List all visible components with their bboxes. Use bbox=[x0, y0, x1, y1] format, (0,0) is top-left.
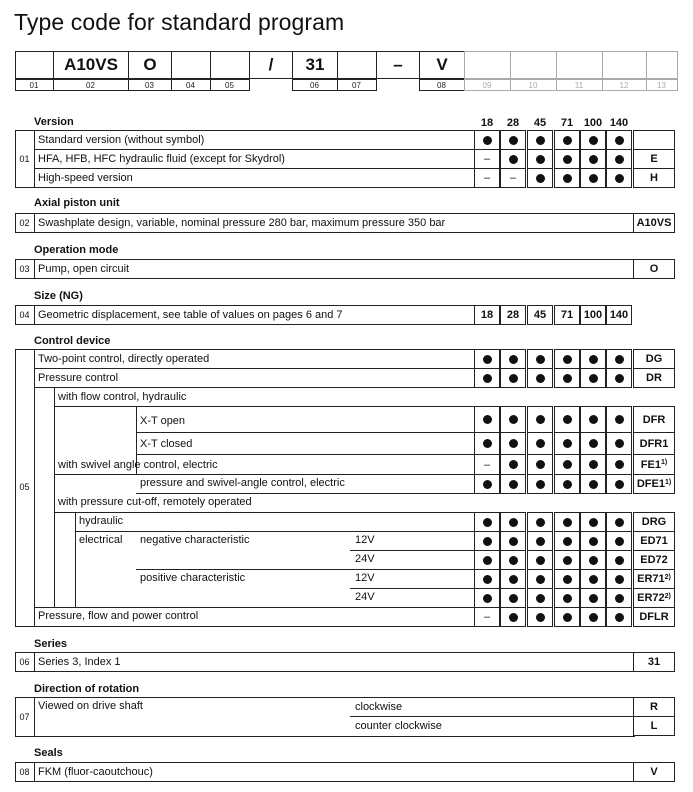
version-cell bbox=[474, 168, 500, 188]
available-dot bbox=[536, 355, 545, 364]
available-dot bbox=[509, 355, 518, 364]
control-cell bbox=[527, 550, 553, 570]
size-header-140: 140 bbox=[609, 117, 629, 129]
version-code-3: H bbox=[633, 168, 675, 188]
control-cell bbox=[554, 588, 580, 608]
available-dot bbox=[509, 460, 518, 469]
version-cell bbox=[527, 168, 553, 188]
version-code-2: E bbox=[633, 149, 675, 169]
control-cell bbox=[580, 349, 606, 369]
available-dot bbox=[536, 480, 545, 489]
available-dot bbox=[483, 415, 492, 424]
control-cell bbox=[606, 454, 632, 475]
available-dot bbox=[563, 537, 572, 546]
available-dot bbox=[536, 594, 545, 603]
available-dot bbox=[483, 355, 492, 364]
available-dot bbox=[509, 556, 518, 565]
control-positive-label: positive characteristic bbox=[140, 572, 246, 584]
version-cell bbox=[580, 149, 606, 169]
seals-label: FKM (fluor-caoutchouc) bbox=[38, 766, 153, 778]
section-rotation-title: Direction of rotation bbox=[34, 683, 140, 695]
control-cell bbox=[474, 569, 500, 589]
section-control-title: Control device bbox=[34, 335, 111, 347]
control-cell bbox=[500, 406, 526, 433]
section-operation-title: Operation mode bbox=[34, 244, 119, 256]
code-box-13 bbox=[556, 51, 603, 79]
size-value-28: 28 bbox=[500, 305, 526, 325]
control-cell bbox=[474, 432, 500, 455]
control-negative-label: negative characteristic bbox=[140, 534, 250, 546]
available-dot bbox=[589, 155, 598, 164]
code-dfr: DFR bbox=[633, 406, 675, 433]
control-cell bbox=[474, 550, 500, 570]
available-dot bbox=[536, 575, 545, 584]
control-cell bbox=[606, 474, 632, 494]
code-position-number: 13 bbox=[657, 80, 666, 90]
control-pos-24v: 24V bbox=[355, 591, 375, 603]
available-dot bbox=[563, 594, 572, 603]
control-cell bbox=[580, 512, 606, 532]
control-cell bbox=[500, 550, 526, 570]
code-31: 31 bbox=[633, 652, 675, 672]
footnote-mark: 2) bbox=[664, 592, 671, 600]
control-pfp-label: Pressure, flow and power control bbox=[38, 610, 199, 622]
control-cell bbox=[527, 406, 553, 433]
section-axial-title: Axial piston unit bbox=[34, 197, 120, 209]
available-dot bbox=[509, 155, 518, 164]
available-dot bbox=[509, 415, 518, 424]
version-cell bbox=[606, 149, 632, 169]
code-position-number: 02 bbox=[86, 80, 95, 90]
available-dot bbox=[589, 136, 598, 145]
page-title: Type code for standard program bbox=[14, 9, 345, 35]
code-a10vs: A10VS bbox=[633, 213, 675, 233]
code-l: L bbox=[633, 716, 675, 736]
section-seals-title: Seals bbox=[34, 747, 63, 759]
available-dot bbox=[536, 374, 545, 383]
section-size-number: 04 bbox=[19, 309, 30, 320]
control-cell bbox=[527, 512, 553, 532]
control-cell bbox=[500, 531, 526, 551]
available-dot bbox=[589, 374, 598, 383]
available-dot bbox=[536, 537, 545, 546]
control-neg-12v: 12V bbox=[355, 534, 375, 546]
code-ed71: ED71 bbox=[633, 531, 675, 551]
control-cell bbox=[500, 512, 526, 532]
size-value-45: 45 bbox=[527, 305, 553, 325]
code-box-10: V bbox=[419, 51, 465, 79]
series-label: Series 3, Index 1 bbox=[38, 656, 121, 668]
control-cell bbox=[554, 474, 580, 494]
available-dot bbox=[536, 439, 545, 448]
control-press-swivel-label: pressure and swivel-angle control, electric bbox=[140, 477, 345, 489]
control-hydraulic-label: hydraulic bbox=[79, 515, 124, 527]
available-dot bbox=[483, 439, 492, 448]
control-cell bbox=[580, 474, 606, 494]
available-dot bbox=[615, 537, 624, 546]
control-cell bbox=[527, 349, 553, 369]
available-dot bbox=[615, 415, 624, 424]
code-er72: ER72 $^{2)}$ bbox=[633, 588, 675, 608]
not-available-dash: – bbox=[509, 172, 517, 184]
not-available-dash: – bbox=[483, 153, 491, 165]
section-rotation-number: 07 bbox=[19, 711, 30, 722]
code-position-number: 04 bbox=[186, 80, 195, 90]
control-cell bbox=[580, 569, 606, 589]
section-operation-number: 03 bbox=[19, 263, 30, 274]
code-position-number: 01 bbox=[29, 80, 39, 90]
version-highspeed-label: High-speed version bbox=[38, 172, 133, 184]
available-dot bbox=[589, 594, 598, 603]
available-dot bbox=[589, 439, 598, 448]
control-cell bbox=[527, 607, 553, 627]
control-cell bbox=[606, 349, 632, 369]
code-fe1: FE1 $^{1)}$ bbox=[633, 454, 675, 475]
available-dot bbox=[536, 556, 545, 565]
control-cell bbox=[606, 569, 632, 589]
available-dot bbox=[509, 480, 518, 489]
available-dot bbox=[589, 518, 598, 527]
control-cell bbox=[500, 454, 526, 475]
footnote-mark: 1) bbox=[664, 478, 672, 486]
control-cell bbox=[554, 432, 580, 455]
code-er71: ER71 $^{2)}$ bbox=[633, 569, 675, 589]
version-cell bbox=[554, 130, 580, 150]
code-drg: DRG bbox=[633, 512, 675, 532]
available-dot bbox=[509, 374, 518, 383]
available-dot bbox=[589, 174, 598, 183]
footnote-mark: 2) bbox=[664, 573, 671, 581]
available-dot bbox=[536, 460, 545, 469]
control-cell bbox=[474, 368, 500, 388]
control-cell bbox=[474, 349, 500, 369]
control-cell bbox=[554, 512, 580, 532]
available-dot bbox=[483, 537, 492, 546]
control-xt-open-label: X-T open bbox=[140, 415, 186, 427]
size-header-28: 28 bbox=[506, 117, 520, 129]
version-cell bbox=[580, 130, 606, 150]
control-swivel-label: with swivel angle control, electric bbox=[58, 459, 218, 471]
available-dot bbox=[589, 460, 598, 469]
version-cell bbox=[554, 168, 580, 188]
available-dot bbox=[563, 613, 572, 622]
available-dot bbox=[615, 174, 624, 183]
available-dot bbox=[536, 415, 545, 424]
code-box-7: 31 bbox=[292, 51, 338, 79]
control-cell bbox=[554, 368, 580, 388]
section-series-title: Series bbox=[34, 638, 68, 650]
available-dot bbox=[589, 480, 598, 489]
available-dot bbox=[615, 374, 624, 383]
available-dot bbox=[536, 613, 545, 622]
control-cell bbox=[554, 550, 580, 570]
control-two-point-label: Two-point control, directly operated bbox=[38, 353, 210, 365]
control-cell bbox=[580, 550, 606, 570]
available-dot bbox=[483, 556, 492, 565]
code-dg: DG bbox=[633, 349, 675, 369]
available-dot bbox=[536, 155, 545, 164]
control-cell bbox=[527, 368, 553, 388]
available-dot bbox=[536, 136, 545, 145]
rotation-cw-label: clockwise bbox=[355, 701, 403, 713]
control-cell bbox=[580, 531, 606, 551]
axial-label: Swashplate design, variable, nominal pressure 280 bar, maximum pressure 350 bar bbox=[38, 217, 446, 229]
code-v: V bbox=[633, 762, 675, 782]
code-r: R bbox=[633, 697, 675, 717]
available-dot bbox=[615, 556, 624, 565]
version-cell bbox=[606, 130, 632, 150]
available-dot bbox=[483, 575, 492, 584]
version-cell bbox=[474, 149, 500, 169]
control-cutoff-label: with pressure cut-off, remotely operated bbox=[58, 496, 252, 508]
section-axial-number: 02 bbox=[19, 217, 30, 228]
code-position-number: 08 bbox=[437, 80, 446, 90]
available-dot bbox=[563, 174, 572, 183]
control-cell bbox=[500, 569, 526, 589]
control-cell bbox=[606, 531, 632, 551]
available-dot bbox=[589, 575, 598, 584]
available-dot bbox=[563, 518, 572, 527]
section-version-number: 01 bbox=[19, 154, 30, 164]
control-cell bbox=[500, 432, 526, 455]
available-dot bbox=[536, 174, 545, 183]
available-dot bbox=[509, 518, 518, 527]
version-cell bbox=[527, 130, 553, 150]
control-cell bbox=[474, 607, 500, 627]
code-o: O bbox=[633, 259, 675, 279]
control-cell bbox=[606, 550, 632, 570]
available-dot bbox=[483, 136, 492, 145]
version-hf-label: HFA, HFB, HFC hydraulic fluid (except for Skydrol) bbox=[38, 153, 285, 165]
control-cell bbox=[606, 406, 632, 433]
control-cell bbox=[474, 588, 500, 608]
operation-label: Pump, open circuit bbox=[38, 263, 130, 275]
control-cell bbox=[554, 406, 580, 433]
control-cell bbox=[474, 512, 500, 532]
available-dot bbox=[509, 575, 518, 584]
control-cell bbox=[580, 588, 606, 608]
size-header-71: 71 bbox=[560, 117, 574, 129]
control-cell bbox=[580, 454, 606, 475]
available-dot bbox=[563, 480, 572, 489]
version-cell bbox=[500, 168, 526, 188]
available-dot bbox=[563, 155, 572, 164]
version-code-1 bbox=[633, 130, 675, 150]
section-control-number: 05 bbox=[19, 482, 30, 492]
not-available-dash: – bbox=[483, 172, 491, 184]
available-dot bbox=[563, 355, 572, 364]
code-position-number: 03 bbox=[145, 80, 154, 90]
available-dot bbox=[563, 136, 572, 145]
control-cell bbox=[606, 588, 632, 608]
available-dot bbox=[563, 439, 572, 448]
available-dot bbox=[483, 374, 492, 383]
control-cell bbox=[606, 368, 632, 388]
control-pos-12v: 12V bbox=[355, 572, 375, 584]
control-cell bbox=[554, 454, 580, 475]
version-standard-label: Standard version (without symbol) bbox=[38, 134, 205, 146]
code-position-number: 10 bbox=[528, 80, 538, 90]
code-box-14 bbox=[602, 51, 647, 79]
section-size-title: Size (NG) bbox=[34, 290, 83, 302]
control-cell bbox=[580, 368, 606, 388]
not-available-dash: – bbox=[483, 611, 491, 623]
version-cell bbox=[474, 130, 500, 150]
size-header-45: 45 bbox=[533, 117, 547, 129]
available-dot bbox=[615, 155, 624, 164]
available-dot bbox=[563, 460, 572, 469]
code-position-number: 07 bbox=[352, 80, 361, 90]
version-cell bbox=[527, 149, 553, 169]
available-dot bbox=[615, 480, 624, 489]
code-ed72: ED72 bbox=[633, 550, 675, 570]
code-position-number: 09 bbox=[482, 80, 492, 90]
control-cell bbox=[554, 531, 580, 551]
available-dot bbox=[536, 518, 545, 527]
section-seals-number: 08 bbox=[19, 766, 30, 777]
size-value-71: 71 bbox=[554, 305, 580, 325]
control-cell bbox=[580, 432, 606, 455]
control-flow-hydraulic-label: with flow control, hydraulic bbox=[58, 391, 187, 403]
code-box-12 bbox=[510, 51, 557, 79]
available-dot bbox=[483, 594, 492, 603]
available-dot bbox=[589, 556, 598, 565]
available-dot bbox=[509, 439, 518, 448]
available-dot bbox=[615, 613, 624, 622]
available-dot bbox=[483, 480, 492, 489]
control-cell bbox=[554, 349, 580, 369]
control-cell bbox=[606, 432, 632, 455]
version-cell bbox=[606, 168, 632, 188]
available-dot bbox=[615, 460, 624, 469]
control-electrical-label: electrical bbox=[79, 534, 123, 546]
code-dflr: DFLR bbox=[633, 607, 675, 627]
section-series-number: 06 bbox=[19, 656, 30, 667]
code-position-number: 11 bbox=[574, 80, 584, 90]
code-box-4 bbox=[171, 51, 211, 79]
size-header-18: 18 bbox=[480, 117, 494, 129]
available-dot bbox=[589, 537, 598, 546]
code-position-number: 12 bbox=[619, 80, 629, 90]
available-dot bbox=[563, 415, 572, 424]
size-header-100: 100 bbox=[583, 117, 603, 129]
control-cell bbox=[554, 569, 580, 589]
available-dot bbox=[509, 537, 518, 546]
available-dot bbox=[615, 136, 624, 145]
available-dot bbox=[563, 575, 572, 584]
control-cell bbox=[500, 368, 526, 388]
control-cell bbox=[500, 349, 526, 369]
code-box-1 bbox=[15, 51, 54, 79]
available-dot bbox=[509, 613, 518, 622]
code-position-number: 05 bbox=[225, 80, 234, 90]
control-cell bbox=[527, 474, 553, 494]
available-dot bbox=[589, 415, 598, 424]
control-cell bbox=[580, 607, 606, 627]
available-dot bbox=[615, 355, 624, 364]
control-cell bbox=[474, 454, 500, 475]
footnote-mark: 1) bbox=[660, 459, 668, 466]
control-cell bbox=[474, 474, 500, 494]
code-box-11 bbox=[464, 51, 511, 79]
code-box-5 bbox=[210, 51, 250, 79]
available-dot bbox=[615, 594, 624, 603]
code-dfr1: DFR1 bbox=[633, 432, 675, 455]
control-cell bbox=[527, 569, 553, 589]
code-box-2: A10VS bbox=[53, 51, 129, 79]
version-cell bbox=[500, 130, 526, 150]
size-value-100: 100 bbox=[580, 305, 606, 325]
code-dr: DR bbox=[633, 368, 675, 388]
section-version-title: Version bbox=[34, 116, 74, 128]
size-value-18: 18 bbox=[474, 305, 500, 325]
available-dot bbox=[615, 439, 624, 448]
available-dot bbox=[483, 518, 492, 527]
code-position-number: 06 bbox=[310, 80, 319, 90]
control-cell bbox=[500, 588, 526, 608]
available-dot bbox=[615, 518, 624, 527]
code-box-6: / bbox=[249, 51, 293, 79]
available-dot bbox=[589, 355, 598, 364]
code-box-9: – bbox=[376, 51, 420, 79]
version-cell bbox=[554, 149, 580, 169]
code-box-3: O bbox=[128, 51, 172, 79]
control-cell bbox=[474, 531, 500, 551]
rotation-label: Viewed on drive shaft bbox=[38, 700, 143, 712]
control-cell bbox=[527, 454, 553, 475]
not-available-dash: – bbox=[483, 458, 491, 471]
available-dot bbox=[509, 594, 518, 603]
control-cell bbox=[474, 406, 500, 433]
control-cell bbox=[500, 474, 526, 494]
control-neg-24v: 24V bbox=[355, 553, 375, 565]
control-cell bbox=[554, 607, 580, 627]
version-cell bbox=[500, 149, 526, 169]
control-cell bbox=[527, 531, 553, 551]
available-dot bbox=[563, 556, 572, 565]
available-dot bbox=[563, 374, 572, 383]
control-cell bbox=[606, 607, 632, 627]
version-cell bbox=[580, 168, 606, 188]
control-xt-closed-label: X-T closed bbox=[140, 438, 193, 450]
code-box-8 bbox=[337, 51, 377, 79]
code-dfe1: DFE1 $^{1)}$ bbox=[633, 474, 675, 494]
available-dot bbox=[589, 613, 598, 622]
control-cell bbox=[527, 432, 553, 455]
control-cell bbox=[500, 607, 526, 627]
size-value-140: 140 bbox=[606, 305, 632, 325]
available-dot bbox=[509, 136, 518, 145]
control-cell bbox=[580, 406, 606, 433]
control-pressure-label: Pressure control bbox=[38, 372, 119, 384]
rotation-ccw-label: counter clockwise bbox=[355, 720, 442, 732]
control-cell bbox=[527, 588, 553, 608]
code-box-15 bbox=[646, 51, 678, 79]
control-cell bbox=[606, 512, 632, 532]
size-label: Geometric displacement, see table of values on pages 6 and 7 bbox=[38, 309, 343, 321]
available-dot bbox=[615, 575, 624, 584]
